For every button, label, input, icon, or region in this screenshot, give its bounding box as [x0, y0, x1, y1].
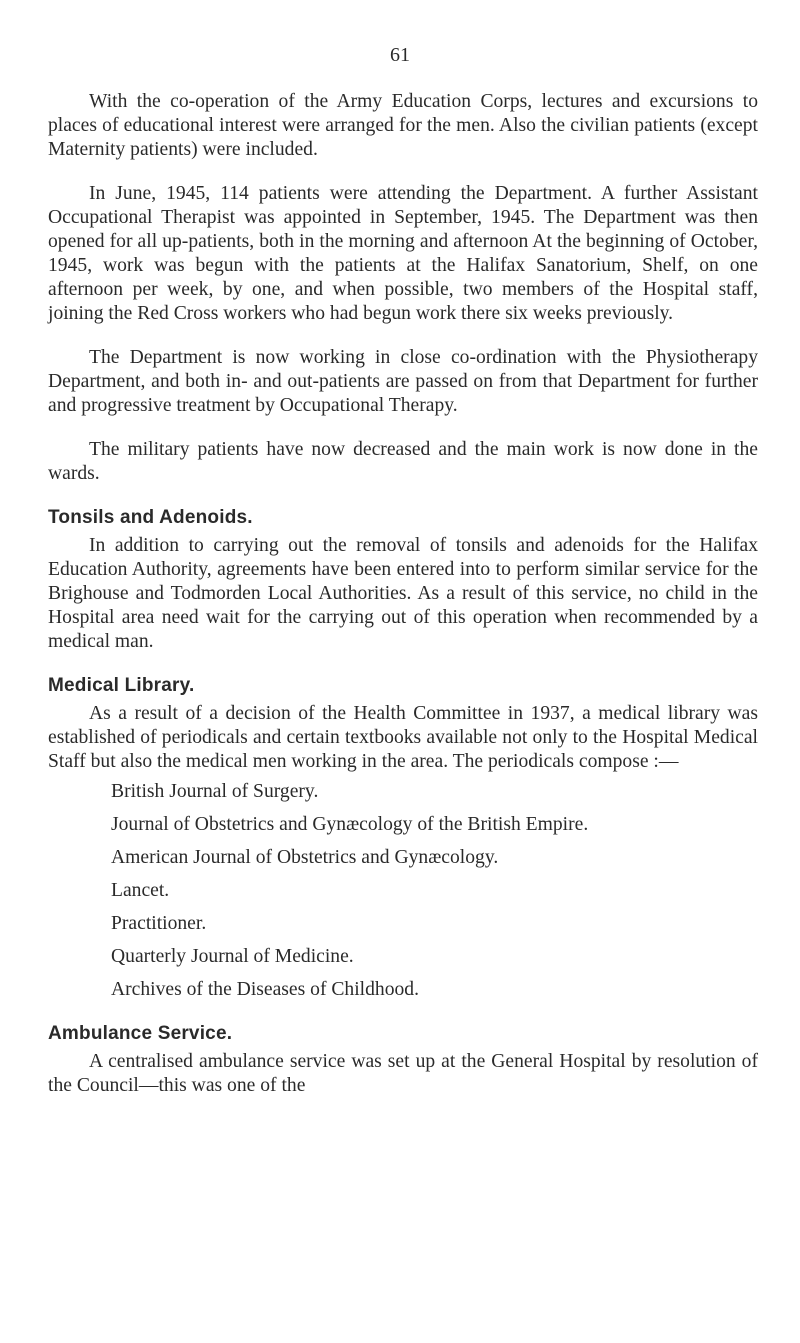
page-body — [48, 90, 758, 1118]
heading-tonsils: Tonsils and Adenoids. — [48, 507, 253, 528]
heading-medical-library: Medical Library. — [48, 675, 195, 696]
paragraph-military-patients: The military patients have now decreased and the main work is now done in the wards. — [48, 439, 758, 484]
list-item: Archives of the Diseases of Childhood. — [111, 979, 419, 1000]
list-item: British Journal of Surgery. — [111, 781, 319, 802]
heading-ambulance-service: Ambulance Service. — [48, 1023, 233, 1044]
paragraph-june-1945: In June, 1945, 114 patients were attending the Department. A further Assistant Occupational Therapist was appointed in September, 1945. The Department was then opened for all up-patients, both in the morning and afternoon At the beginning of October, 1945, work was begun with the patients at the Halifax Sanatorium, Shelf, on one afternoon per week, by one, and when possible, two members of the Hospital staff, joining the Red Cross workers who had begun work there six weeks previously. — [48, 183, 758, 324]
paragraph-ambulance-service: A centralised ambulance service was set up at the General Hospital by resolution of the Council—this was one of the — [48, 1051, 758, 1096]
periodicals-list — [48, 780, 758, 1002]
page-number: 61 — [390, 44, 410, 66]
list-item: Practitioner. — [111, 913, 207, 934]
list-item: Quarterly Journal of Medicine. — [111, 946, 354, 967]
list-item: American Journal of Obstetrics and Gynæcology. — [111, 847, 499, 868]
list-item: Journal of Obstetrics and Gynæcology of the British Empire. — [111, 814, 589, 835]
list-item: Lancet. — [111, 880, 170, 901]
paragraph-physiotherapy: The Department is now working in close co-ordination with the Physiotherapy Department, and both in- and out-patients are passed on from that Department for further and progressive treatment by Occupational Therapy. — [48, 347, 758, 416]
paragraph-tonsils: In addition to carrying out the removal of tonsils and adenoids for the Halifax Education Authority, agreements have been entered into to perform similar service for the Brighouse and Todmorden Local Authorities. As a result of this service, no child in the Hospital area need wait for the carrying out of this operation when recommended by a medical man. — [48, 535, 758, 652]
paragraph-army-education: With the co-operation of the Army Education Corps, lectures and excursions to places of educational interest were arranged for the men. Also the civilian patients (except Maternity patients) were included. — [48, 91, 758, 160]
paragraph-medical-library: As a result of a decision of the Health Committee in 1937, a medical library was established of periodicals and certain textbooks available not only to the Hospital Medical Staff but also the medical men working in the area. The periodicals compose :— — [48, 703, 758, 772]
